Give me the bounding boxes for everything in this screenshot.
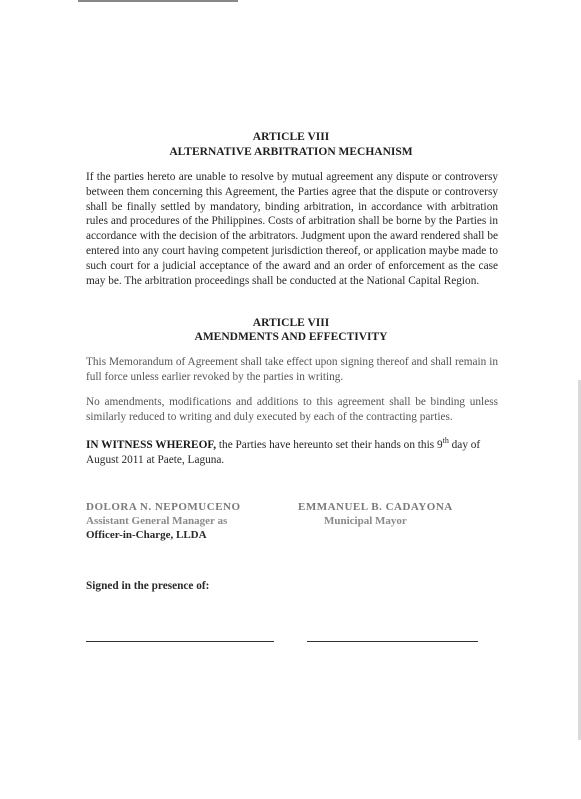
witness-signature-line-right [307, 641, 478, 642]
witness-sup: th [442, 436, 449, 445]
right-signatory-title: Municipal Mayor [324, 515, 407, 527]
signed-presence-label: Signed in the presence of: [86, 580, 210, 592]
effectivity-paragraph: This Memorandum of Agreement shall take effect upon signing thereof and shall remain in full force unless earlier revoked by the parties in writing. [86, 356, 498, 383]
witness-text-before: the Parties have hereunto set their hands on this 9 [216, 438, 443, 451]
right-signatory-name: EMMANUEL B. CADAYONA [298, 501, 453, 513]
right-signatory [298, 500, 453, 528]
witness-signature-line-left [86, 641, 274, 642]
left-signatory-title-2: Officer-in-Charge, LLDA [86, 529, 207, 541]
witness-lead: IN WITNESS WHEREOF, [86, 438, 217, 451]
scan-edge-line [78, 0, 238, 2]
arbitration-paragraph: If the parties hereto are unable to resolve by mutual agreement any dispute or controversy between them concerning this Agreement, the Parties agree that the dispute or controversy shall be finally settled by mandatory, binding arbitration, in accordance with arbitration rules and procedures of the Philippines. Costs of arbitration shall be borne by the Parties in accordance with the decision of the arbitrators. Judgment upon the award rendered shall be entered into any court having competent jurisdiction thereof, or application maybe made to such court for a judicial acceptance of the award and an order of enforcement as the case may be. The arbitration proceedings shall be conducted at the National Capital Region. [86, 171, 498, 287]
witness-clause [86, 434, 498, 467]
left-signatory [86, 500, 241, 542]
article-8b-title: ARTICLE VIII [252, 317, 330, 329]
article-8-subtitle: ALTERNATIVE ARBITRATION MECHANISM [169, 146, 413, 158]
amendments-paragraph: No amendments, modifications and additions to this agreement shall be binding unless similarly reduced to writing and duly executed by each of the contracting parties. [86, 396, 498, 423]
left-signatory-name: DOLORA N. NEPOMUCENO [86, 501, 241, 513]
left-signatory-title: Assistant General Manager as [86, 515, 228, 527]
article-8-title: ARTICLE VIII [252, 131, 330, 143]
article-8b-subtitle: AMENDMENTS AND EFFECTIVITY [194, 331, 388, 343]
witness-text-after: day of August 2011 at Paete, Laguna. [86, 438, 481, 466]
